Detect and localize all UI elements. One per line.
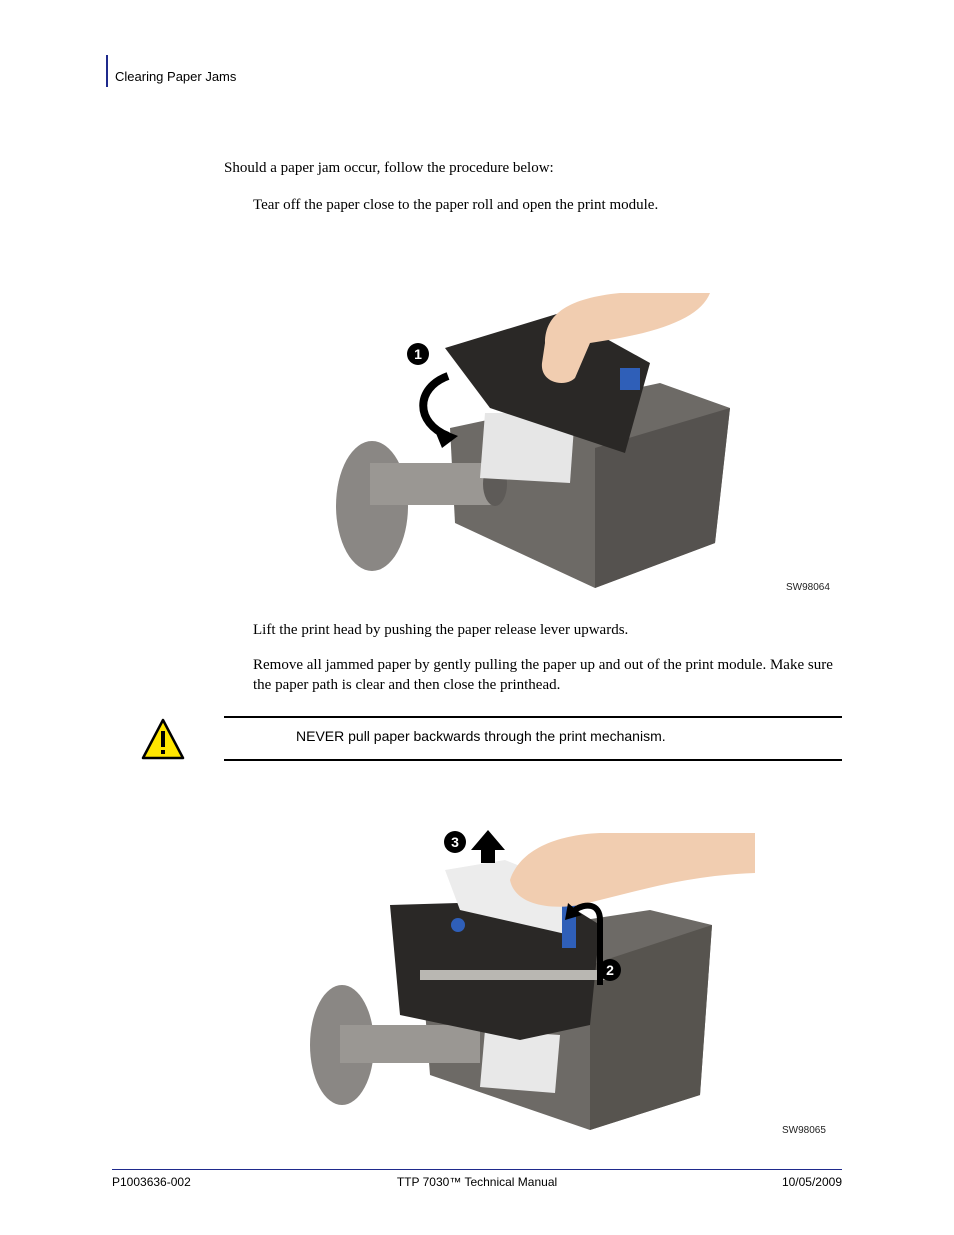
hand xyxy=(510,833,755,907)
section-title: Clearing Paper Jams xyxy=(115,69,237,84)
caution-text: NEVER pull paper backwards through the print mechanism. xyxy=(296,728,666,744)
figure-open-print-module xyxy=(330,288,750,593)
step-1-text: Tear off the paper close to the paper roll and open the print module. xyxy=(253,197,659,213)
release-lever xyxy=(620,368,640,390)
callout-3: 3 xyxy=(451,834,459,850)
figure-remove-jammed-paper xyxy=(300,825,760,1135)
caution-rule-top xyxy=(224,716,842,718)
spindle-shaft xyxy=(370,463,495,505)
step-3-text: Remove all jammed paper by gently pulling the paper up and out of the print module. Make sure the paper path is clear and then close the printhead. xyxy=(253,657,833,693)
spindle-shaft xyxy=(340,1025,480,1063)
module-knob xyxy=(451,918,465,932)
footer-rule xyxy=(112,1169,842,1170)
figure-1-id: SW98064 xyxy=(786,582,830,593)
footer-doc-number: P1003636-002 xyxy=(112,1175,191,1189)
warning-triangle-icon xyxy=(141,718,185,760)
caution-rule-bottom xyxy=(224,759,842,761)
footer-date: 10/05/2009 xyxy=(781,1175,842,1189)
rotate-arrow-icon xyxy=(423,376,448,436)
figure-2-id: SW98065 xyxy=(782,1125,826,1136)
intro-text: Should a paper jam occur, follow the procedure below: xyxy=(224,160,554,176)
callout-2: 2 xyxy=(606,962,614,978)
header-accent-bar xyxy=(106,55,108,87)
callout-1: 1 xyxy=(414,346,422,362)
lift-arrow-icon xyxy=(471,830,505,863)
spindle-flange xyxy=(336,441,408,571)
module-plate xyxy=(420,970,610,980)
step-2-text: Lift the print head by pushing the paper release lever upwards. xyxy=(253,622,629,638)
footer-title: TTP 7030™ Technical Manual xyxy=(396,1175,558,1189)
